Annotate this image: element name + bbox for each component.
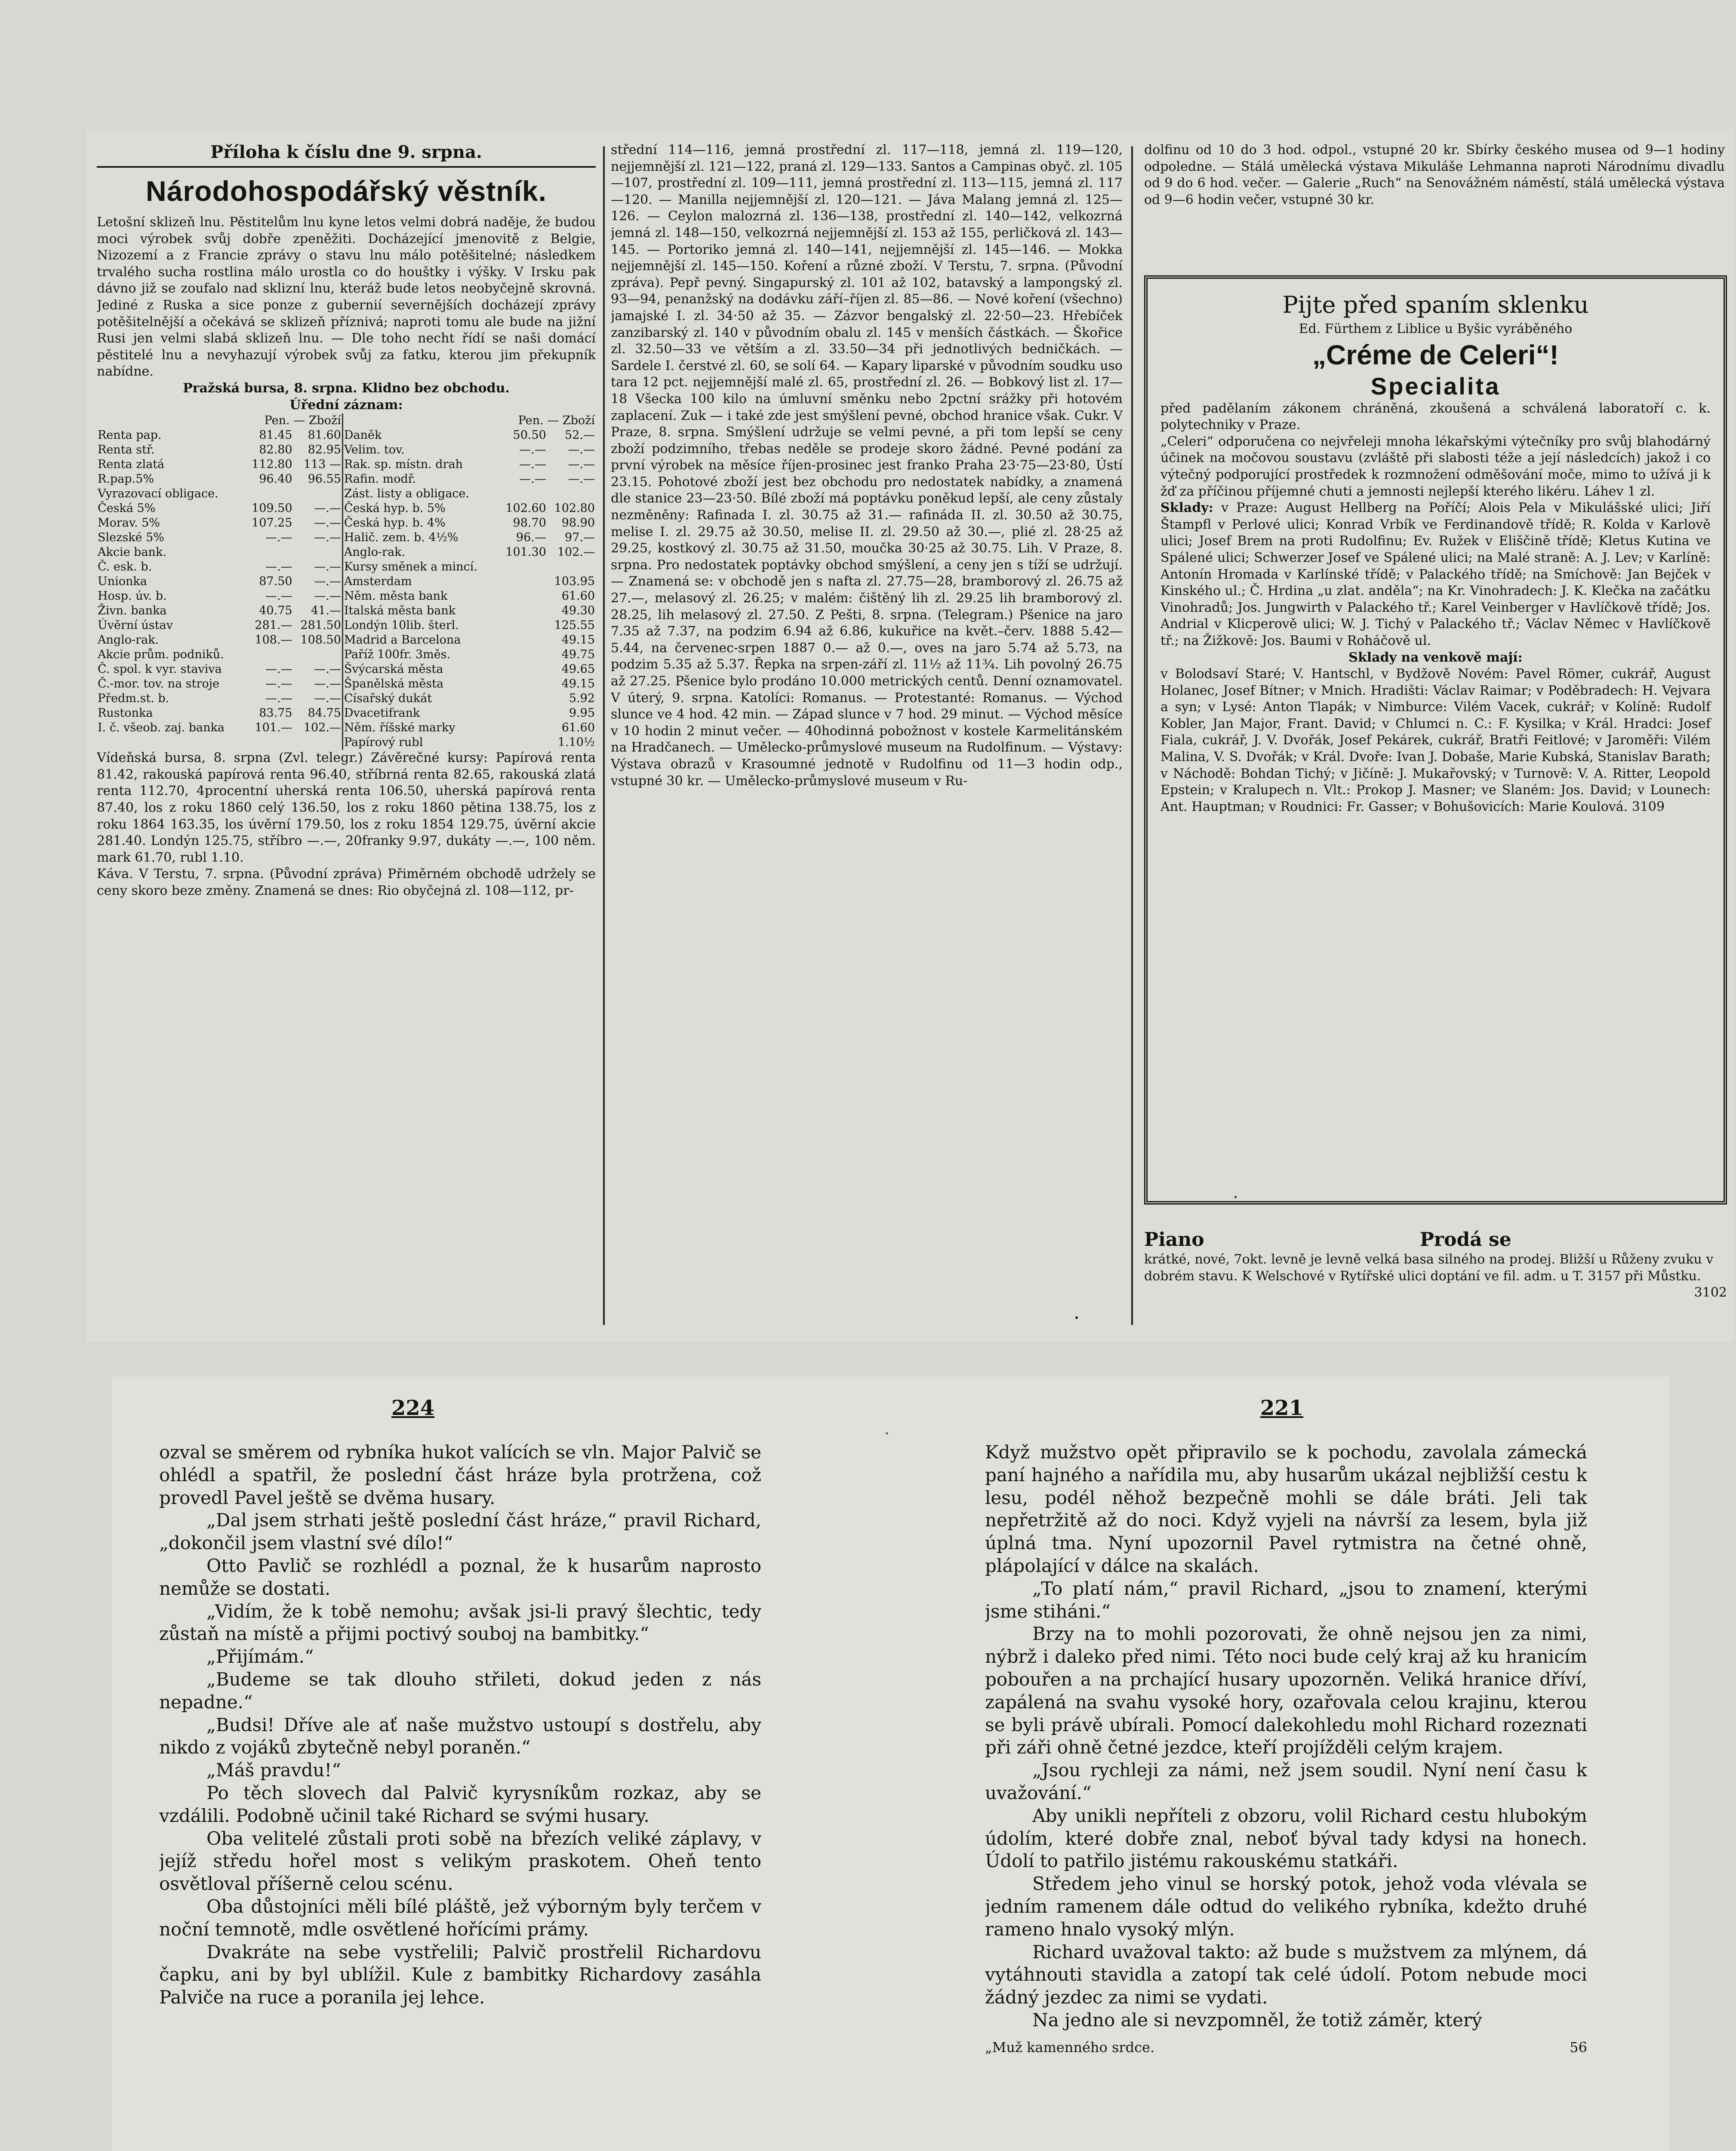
- rate-value-sell: 1.10½: [557, 736, 595, 749]
- rate-value-sell: [293, 647, 343, 662]
- rate-label: Paříž 100fr. 3měs.: [342, 647, 498, 662]
- rate-value-buy: —.—: [519, 458, 546, 471]
- rate-value-sell: 281.50: [300, 619, 341, 632]
- rate-label: Anglo-rak.: [98, 633, 159, 647]
- rates-row: [97, 633, 596, 647]
- rate-value-buy: [244, 545, 293, 560]
- rate-value-buy: 81.45: [259, 428, 292, 442]
- rate-value-buy: [499, 560, 547, 574]
- rate-label: Č.-mor. tov. na stroje: [98, 677, 219, 691]
- book-paragraph: Otto Pavlič se rozhlédl a poznal, že k husarům naprosto nemůže se dostati.: [159, 1555, 761, 1599]
- rate-label: Něm. říšské marky: [342, 721, 498, 735]
- rate-label: Úvěrní ústav: [98, 619, 173, 632]
- rate-value-sell: 113 —: [303, 458, 341, 471]
- commodities-report: střední 114—116, jemná prostřední zl. 117—118, jemná zl. 119—120, nejjemnější zl. 121—122, praná zl. 129—133. Santos a Campinas obyč. zl. 105—107, prostřední zl. 109—111, jemná prostřední zl. 113—115, jemná zl. 117—120. — Manilla nejjemnější zl. 120—121. — Jáva Malang jemná zl. 125—126. — Ceylon malozrná zl. 136—138, prostřední zl. 140—142, velkozrná jemná zl. 148—150, velkozrná nejjemnější zl. 153 až 155, perličková zl. 143—145. — Portoriko jemná zl. 140—141, nejjemnější zl. 145—146. — Mokka nejjemnější zl. 145—150. Koření a různé zboží. V Terstu, 7. srpna. (Původní zpráva). Pepř pevný. Singapurský zl. 101 až 102, batavský a lampongský zl. 93—94, penanžský na dodávku září–říjen zl. 85—86. — Nové koření (všechno) jamajské I. zl. 34·50 až 35. — Zázvor bengalský zl. 22·50—23. Hřebíček zanzibarský zl. 140 v původním obalu zl. 145 v menších částkách. — Škořice zl. 32.50—33 ve větším a zl. 33.50—34 při jednotlivých bedničkách. — Sardele I. čerstvé zl. 60, se solí 64. — Kapary liparské v původním soudku uso tara 12 pct. nejjemnější malé zl. 65, prostřední zl. 26. — Bobkový list zl. 17—18 Všecka 100 kilo na úmluvní směnku nebo 2pctní srážky při hotovém zaplacení. Zuk — i také zde jest smýšlení pevné, obchod hranice však. Cukr. V Praze, 8. srpna. Smýšlení udržuje se velmi pevné, a při tom lepší se ceny zboží podzimního, třebas neděle se prodeje skoro žádné. Pevné podání za první výrobek na měsíce říjen-prosinec jest franko Praha 23·75—23·80, Ústí 23.15. Pohotové zboží jest bez obchodu pro nedostatek nabídky, a znamená dle stanice 23—23·50. Bílé zboží má poptávku poněkud lepší, ale ceny zůstaly nezměněny: Rafinada I. zl. 30.75 až 31.— rafináda II. zl. 30.50 až 30.75, melise I. zl. 29.75 až 30.50, melise II. zl. 29.50 až 30.—, plié zl. 28·25 až 29.25, kostkový zl. 30.75 až 31.50, moučka 30·25 až 30.75. Lih. V Praze, 8. srpna. Pro nedostatek poptávky obchod smýšlení, a ceny jen s tíží se udržují. — Znamená se: v obchodě jen s nafta zl. 27.75—28, bramborový zl. 26.75 až 27.—, melasový zl. 26.25; v malém: čištěný lih zl. 29.25 lih bramborový zl. 28.25, lih melasový zl. 27.50. Z Pešti, 8. srpna. (Telegram.) Pšenice na jaro 7.35 až 7.37, na podzim 6.94 až 6.86, kukuřice na květ.–červ. 1888 5.42—5.44, na červenec-srpen 1887 0.— až 0.—, oves na jaro 5.74 až 5.73, na podzim 5.35 až 5.37. Řepka na srpen-září zl. 11½ až 11¾. Lih povolný 26.75 až 27.25. Pšenice bylo prodáno 10.000 metrických centů. Denní oznamovatel. V úterý, 9. srpna. Katolíci: Romanus. — Protestanté: Romanus. — Východ slunce ve 4 hod. 42 min. — Západ slunce v 7 hod. 29 minut. — Východ měsíce v 10 hodin 2 minut večer. — 40hodinná pobožnost v kostele Karmelitánském na Hradčanech. — Umělecko-průmyslové museum na Rudolfinum. — Výstavy: Výstava obrazů v Krasoumné jednotě v Rudolfinu od 11—3 hodin odp., vstupné 30 kr. — Umělecko-průmyslové museum v Ru-: [611, 142, 1123, 789]
- rate-value-sell: 61.60: [561, 589, 595, 603]
- ad-stores-list: v Praze: August Hellberg na Poříčí; Alois Pela v Mikulášské ulici; Jiří Štampfl v Perlové ulici; Konrad Vrbík ve Ferdinandově třídě; R. Kolda v Karlově ulici; Josef Brem na proti Rudolfinu; Ev. Ružek v Eliščině třídě; Kletus Kutina ve Spálené ulici; Schwerzer Josef ve Spálené ulici; na Malé straně: A. J. Lev; v Karlíně: Antonín Hromada v Karlínské třídě; v Palackého třídě; na Smíchově: Jan Bejček v Kinského ul.; Č. Hrdina „u zlat. anděla“; na Kr. Vinohradech: J. K. Klečka na začátku Vinohradů; Jos. Jungwirth v Palackého tř.; Karel Veinberger v Havlíčkově třídě; Jos. Andrial v Klicperově ulici; W. J. Tichý v Palackého tř.; Václav Němec v Havlíčkově tř.; na Žižkově: Jos. Baumi v Roháčově ul.: [1160, 500, 1711, 648]
- rates-row: [97, 530, 596, 545]
- rate-value-buy: 107.25: [252, 516, 292, 530]
- rate-label: Italská města bank: [342, 604, 498, 618]
- rates-row: [97, 691, 596, 706]
- rates-row: [97, 662, 596, 677]
- rate-value-buy: [499, 618, 547, 633]
- ad-stores-heading: Sklady:: [1160, 500, 1213, 516]
- right-page-number: 221: [1260, 1396, 1304, 1420]
- ad-maker: Ed. Fürthem z Liblice u Byšic vyráběného: [1299, 321, 1573, 336]
- exhibitions-notice: dolfinu od 10 do 3 hod. odpol., vstupné 20 kr. Sbírky českého musea od 9—1 hodiny odpoledne. — Stálá umělecká výstava Mikuláše Lehmanna naproti Národnímu divadlu od 9 do 6 hod. večer. — Galerie „Ruch“ na Senovážném náměstí, stálá umělecká výstava od 9—6 hodin večer, vstupné 30 kr.: [1144, 142, 1725, 207]
- rate-value-buy: [499, 706, 547, 721]
- ad-country-stores-list: v Bolodsaví Staré; V. Hantschl, v Bydžově Novém: Pavel Römer, cukrář, August Holanec, Josef Bítner; v Mnich. Hradišti: Václav Raimar; v Poděbradech: H. Vejvara a syn; v Lysé: Anton Tlapák; v Nimburce: Vilém Vacek, cukrář; v Kolíně: Rudolf Kobler, Jan Major, Frant. David; v Chlumci n. C.: F. Kysilka; v Král. Hradci: Josef Fiala, cukrář, J. V. Dvořák, Josef Pekárek, cukrář, Bratři Feitlové; v Jaroměři: Vilém Malina, V. S. Dvořák; v Král. Dvoře: Ivan J. Dobaše, Marie Kubská, Stanislav Barath; v Náchodě: Bohdan Tichý; v Jičíně: J. Mukařovský; v Turnově: V. A. Ritter, Leopold Epstein; v Kralupech n. Vlt.: Prokop J. Masner; ve Slaném: Jos. David; v Lounech: Ant. Hauptman; v Roudnici: Fr. Gasser; v Bohušovicích: Marie Koulová. 3109: [1160, 666, 1711, 814]
- scan-speck: [1075, 1316, 1078, 1319]
- newspaper-column-3: [1144, 142, 1725, 271]
- rate-value-buy: 102.60: [505, 502, 546, 515]
- rate-label: Daněk: [342, 428, 498, 443]
- rate-value-sell: —.—: [314, 502, 341, 515]
- rate-value-buy: [499, 735, 547, 750]
- left-book-page: [159, 1441, 761, 2151]
- rate-label: Hosp. úv. b.: [98, 589, 167, 603]
- rate-label: Česká hyp. b. 4%: [342, 516, 498, 530]
- rates-row: [97, 618, 596, 633]
- ad-description-2: „Celeri“ odporučena co nejvřeleji mnoha lékařskými výtečníky pro svůj blahodárný účinek na močovou soustavu (zvláště při slabosti téže a její následcích) jakož i co výtečný podporující prostředek k rozmnožení odměšování moče, mimo to užívá ji k žď za příčinou příjemné chuti a jemnosti nejlepší kterého likéru. Láhev 1 zl.: [1160, 434, 1711, 499]
- newspaper-column-1: [97, 142, 596, 1342]
- rate-value-sell: [293, 545, 343, 560]
- prague-bourse-heading: Pražská bursa, 8. srpna. Klidno bez obchodu.: [183, 380, 510, 396]
- book-paragraph: Dvakráte na sebe vystřelili; Palvič prostřelil Richardovu čapku, ani by byl ublížil. Kule z bambitky Richardovy zasáhla Palviče na ruce a poranila jej lehce.: [159, 1941, 761, 2008]
- rate-value-sell: 49.15: [561, 633, 595, 647]
- rate-value-sell: 103.95: [554, 575, 595, 589]
- rate-value-sell: 102.—: [557, 545, 595, 559]
- rate-label: Švýcarská města: [342, 662, 498, 677]
- rate-label: Česká 5%: [98, 502, 156, 515]
- column-divider: [603, 146, 605, 1325]
- rate-label: Slezské 5%: [98, 531, 164, 545]
- book-paragraph: Aby unikli nepříteli z obzoru, volil Richard cestu hlubokým údolím, které dobře znal, neboť býval tady kdysi na honech. Údolí to patřilo jistému rakouskému statkáři.: [985, 1805, 1587, 1872]
- rate-label: Akcie bank.: [98, 545, 166, 559]
- rate-value-buy: 101.30: [505, 545, 546, 559]
- rates-row: [97, 516, 596, 530]
- rates-row: [97, 457, 596, 472]
- rate-value-buy: 109.50: [252, 502, 292, 515]
- rates-header-b: Pen. — Zboží: [518, 414, 595, 428]
- flax-harvest-article: Letošní sklizeň lnu. Pěstitelům lnu kyne letos velmi dobrá naděje, že budou moci výrobek svůj dobře zpeněžiti. Docházející jmenovitě z Belgie, Nizozemí a z Francie zprávy o stavu lnu málo potěšitelné; následkem trvalého sucha rostlina málo urostla co do houštky i výšky. V Irsku pak dávno již se zoufalo nad sklizní lnu, kteráž bude letos neobyčejně skrovná. Jediné z Ruska a sice ponze z gubernií severnějších docházejí zprávy potěšitelnější a očekává se sklizeň příznivá; naproti tomu ale bude na jižní Rusi jen velmi slabá sklizeň lnu. — Dle toho necht řídí se naši domácí pěstitelé lnu a nevyhazují výrobek svůj za fatku, kterou jim překupník nabídne.: [97, 215, 596, 379]
- rates-row: [97, 501, 596, 516]
- rates-row: [97, 472, 596, 487]
- rate-value-buy: [499, 574, 547, 589]
- rate-label: Velim. tov.: [342, 443, 498, 457]
- rate-value-sell: 49.65: [561, 663, 595, 676]
- right-book-page: [985, 1441, 1587, 2151]
- rate-value-sell: 41.—: [311, 604, 341, 618]
- rates-row: [97, 428, 596, 443]
- rate-value-sell: 125.55: [554, 619, 595, 632]
- scan-speck: [886, 1433, 888, 1434]
- rates-row: [97, 560, 596, 574]
- classified-ads: [1144, 1228, 1727, 1336]
- ad-product-name: „Créme de Celeri“!: [1312, 339, 1559, 370]
- book-paragraph: „Budsi! Dříve ale ať naše mužstvo ustoupí s dostřelu, aby nikdo z vojáků zbytečně nebyl poraněn.“: [159, 1714, 761, 1758]
- rate-label: Něm. města bank: [342, 589, 498, 604]
- rate-value-sell: —.—: [314, 663, 341, 676]
- rate-value-sell: —.—: [568, 472, 595, 486]
- rates-row: [97, 443, 596, 457]
- rate-value-buy: [244, 647, 293, 662]
- rate-label: R.pap.5%: [98, 472, 154, 486]
- rate-value-sell: —.—: [314, 575, 341, 589]
- rate-value-buy: [499, 604, 547, 618]
- rate-value-sell: —.—: [314, 560, 341, 574]
- rate-value-sell: 96.55: [308, 472, 341, 486]
- rates-table: [97, 413, 596, 750]
- classified-ad-code: 3102: [1694, 1285, 1727, 1300]
- rate-value-sell: 61.60: [561, 721, 595, 735]
- book-paragraph: ozval se směrem od rybníka hukot valících se vln. Major Palvič se ohlédl a spatřil, že poslední část hráze byla protržena, což provedl Pavel ještě se dvěma husary.: [159, 1442, 761, 1508]
- book-paragraph: Když mužstvo opět připravilo se k pochodu, zavolala zámecká paní hajného a nařídila mu, aby husarům ukázal nejbližší cestu k lesu, podél něhož bezpečně mohli se dále bráti. Jeli tak nepřetržitě až do noci. Když vyjeli na návrší za lesem, byla již úplná tma. Nyní upozornil Pavel rytmistra na četné ohně, plápolající v dálce na skalách.: [985, 1442, 1587, 1576]
- classified-ads-text: krátké, nové, 7okt. levně je levně velká basa silného na prodej. Bližší u Růženy zvuku v dobrém stavu. K Welschové v Rytířské ulici doptání ve fil. adm. u T. 3157 při Můstku.: [1144, 1252, 1714, 1284]
- vienna-bourse-report: Vídeňská bursa, 8. srpna (Zvl. telegr.) Závěrečné kursy: Papírová renta 81.42, rakouská papírová renta 96.40, stříbrná renta 82.65, rakouská zlatá renta 112.70, 4procentní uherská renta 106.50, uherská papírová renta 87.40, los z roku 1860 celý 136.50, los z roku 1860 pětina 138.75, los z roku 1864 163.35, los úvěrní 179.50, los z roku 1854 129.75, úvěrní akcie 281.40. Londýn 125.75, stříbro —.—, 20franky 9.97, dukáty —.—, 100 něm. mark 61.70, rubl 1.10.: [97, 750, 596, 865]
- newspaper-column-2: [611, 142, 1123, 1342]
- book-paragraph: „Přijímám.“: [206, 1646, 314, 1667]
- piano-ad-heading: Piano: [1144, 1229, 1204, 1251]
- rate-value-sell: 108.50: [300, 633, 341, 647]
- rate-value-buy: —.—: [265, 589, 292, 603]
- rate-label: Česká hyp. b. 5%: [342, 501, 498, 516]
- rate-value-buy: —.—: [519, 472, 546, 486]
- rate-value-buy: —.—: [265, 692, 292, 706]
- rate-value-sell: [547, 487, 596, 501]
- rate-label: Rustonka: [98, 706, 153, 720]
- rate-value-buy: 87.50: [259, 575, 292, 589]
- ad-country-stores-heading: Sklady na venkově mají:: [1348, 650, 1523, 665]
- rate-label: Renta stř.: [98, 443, 155, 457]
- ad-description-1: před padělaním zákonem chráněná, zkoušená a schválená laboratoří c. k. polytechniky v Praze.: [1160, 401, 1711, 433]
- rate-label: Č. spol. k vyr. staviva: [98, 663, 222, 676]
- rate-value-sell: 102.—: [303, 721, 341, 735]
- rate-value-sell: —.—: [314, 692, 341, 706]
- rate-value-buy: 112.80: [252, 458, 292, 471]
- official-record-heading: Úřední záznam:: [289, 397, 403, 413]
- rate-label: Halič. zem. b. 4½%: [342, 530, 498, 545]
- rate-label: Morav. 5%: [98, 516, 160, 530]
- book-footer-number: 56: [1570, 2039, 1587, 2055]
- rate-label: Živn. banka: [98, 604, 167, 618]
- rate-label: Vyrazovací obligace.: [98, 487, 219, 501]
- rate-value-buy: —.—: [519, 443, 546, 457]
- rate-value-buy: 83.75: [259, 706, 292, 720]
- rate-value-buy: —.—: [265, 663, 292, 676]
- rate-label: Anglo-rak.: [342, 545, 498, 560]
- rate-value-sell: 98.90: [561, 516, 595, 530]
- supplement-header: Příloha k číslu dne 9. srpna.: [97, 142, 596, 168]
- rate-value-buy: 281.—: [255, 619, 292, 632]
- rate-label: Unionka: [98, 575, 147, 589]
- book-paragraph: „Dal jsem strhati ještě poslední část hráze,“ pravil Richard, „dokončil jsem vlastní své dílo!“: [159, 1510, 761, 1554]
- rates-row: [97, 677, 596, 691]
- rate-value-buy: [499, 691, 547, 706]
- book-paragraph: Oba důstojníci měli bílé pláště, jež výborným byly terčem v noční temnotě, mdle osvětlené hořícími prámy.: [159, 1895, 761, 1940]
- book-paragraph: „Jsou rychleji za námi, než jsem soudil. Nyní není času k uvažování.“: [985, 1760, 1587, 1803]
- rate-value-buy: [499, 662, 547, 677]
- book-paragraph: Richard uvažoval takto: až bude s mužstvem za mlýnem, dá vytáhnouti stavidla a zatopí tak celé údolí. Potom nebude moci žádný jezdec za nimi se vydati.: [985, 1941, 1587, 2008]
- rate-value-buy: [499, 589, 547, 604]
- rates-header-row: [97, 413, 596, 428]
- rate-value-buy: 50.50: [513, 428, 546, 442]
- rate-value-sell: 49.15: [561, 677, 595, 691]
- rate-value-sell: —.—: [314, 677, 341, 691]
- rate-label: Rak. sp. místn. drah: [342, 457, 498, 472]
- book-footer-title: „Muž kamenného srdce.: [985, 2039, 1155, 2055]
- rate-value-sell: 49.30: [561, 604, 595, 618]
- rates-row: [97, 735, 596, 750]
- scan-speck: [1234, 1196, 1237, 1198]
- rate-value-sell: —.—: [314, 589, 341, 603]
- rates-row: [97, 706, 596, 721]
- rate-value-sell: —.—: [314, 531, 341, 545]
- rate-value-buy: 98.70: [513, 516, 546, 530]
- rate-label: Renta zlatá: [98, 458, 165, 471]
- section-title: Národohospodářský věstník.: [146, 175, 547, 207]
- sale-ad-heading: Prodá se: [1419, 1229, 1511, 1251]
- book-paragraph: „Máš pravdu!“: [206, 1760, 341, 1781]
- rate-value-buy: [499, 647, 547, 662]
- rate-value-buy: 40.75: [259, 604, 292, 618]
- rate-label: Dvacetifrank: [342, 706, 498, 721]
- rate-label: Rafin. modř.: [342, 472, 498, 487]
- rates-header-a: Pen. — Zboží: [264, 414, 341, 428]
- rate-value-buy: 82.80: [259, 443, 292, 457]
- rate-label: Madrid a Barcelona: [342, 633, 498, 647]
- left-page-number: 224: [391, 1396, 435, 1420]
- rate-value-sell: —.—: [568, 458, 595, 471]
- rate-label: I. č. všeob. zaj. banka: [98, 721, 225, 735]
- rate-value-buy: —.—: [265, 560, 292, 574]
- column-divider: [1131, 146, 1133, 1325]
- rate-value-buy: 96.40: [259, 472, 292, 486]
- book-paragraph: Po těch slovech dal Palvič kyrysníkům rozkaz, aby se vzdálili. Podobně učinil také Richard se svými husary.: [159, 1782, 761, 1826]
- rate-label: Akcie prům. podniků.: [98, 648, 224, 662]
- rate-label: Zást. listy a obligace.: [342, 487, 498, 501]
- rates-row: [97, 545, 596, 560]
- rate-value-sell: 49.75: [561, 648, 595, 662]
- rate-value-sell: 5.92: [569, 692, 595, 706]
- rates-row: [97, 721, 596, 735]
- rate-label: Španělská města: [342, 677, 498, 691]
- rate-label: Č. esk. b.: [98, 560, 152, 574]
- rates-row: [97, 574, 596, 589]
- ad-speciality: Specialita: [1370, 372, 1501, 400]
- rates-row: [97, 487, 596, 501]
- book-paragraph: Oba velitelé zůstali proti sobě na březích veliké záplavy, v jejíž středu hořel most s velikým praskotem. Oheň tento osvětloval příšerně celou scénu.: [159, 1827, 761, 1895]
- rate-value-buy: [499, 487, 547, 501]
- book-paragraph: Středem jeho vinul se horský potok, jehož voda vlévala se jedním ramenem dále odtud do velikého rybníka, kdežto druhé rameno hnalo vysoký mlýn.: [985, 1873, 1587, 1940]
- rate-label: Předm.st. b.: [98, 692, 169, 706]
- book-paragraph: „Budeme se tak dlouho střileti, dokud jeden z nás nepadne.“: [159, 1668, 761, 1713]
- rate-label: Kursy směnek a mincí.: [342, 560, 498, 574]
- rate-label: Císařský dukát: [342, 691, 498, 706]
- book-paragraph: Brzy na to mohli pozorovati, že ohně nejsou jen za nimi, nýbrž i daleko před nimi. Této noci bude celý kraj až ku hranicím pobouřen a na prchající husary upozorněn. Veliká hranice dříví, zapálená na svahu vysoké hory, ozařovala celou krajinu, kterou se byli právě ubírali. Pomocí dalekohledu mohl Richard rozeznati při záři ohně četné jezdce, kteří projížděli celým krajem.: [985, 1623, 1587, 1758]
- rate-value-buy: 101.—: [255, 721, 292, 735]
- ad-slogan: Pijte před spaním sklenku: [1282, 291, 1589, 318]
- rate-value-sell: 84.75: [308, 706, 341, 720]
- rate-value-buy: [499, 633, 547, 647]
- rate-value-sell: 82.95: [308, 443, 341, 457]
- rate-label: Amsterdam: [342, 574, 498, 589]
- rate-label: Londýn 10lib. šterl.: [342, 618, 498, 633]
- rates-row: [97, 604, 596, 618]
- rate-value-buy: —.—: [265, 677, 292, 691]
- rate-value-sell: 102.80: [554, 502, 595, 515]
- book-paragraph: Na jedno ale si nevzpomněl, že totiž záměr, který: [1032, 2009, 1482, 2031]
- rate-value-sell: 9.95: [569, 706, 595, 720]
- rate-value-buy: —.—: [265, 531, 292, 545]
- book-paragraph: „To platí nám,“ pravil Richard, „jsou to znamení, kterými jsme stiháni.“: [985, 1578, 1587, 1622]
- rate-value-buy: [499, 721, 547, 735]
- rate-value-sell: [547, 560, 596, 574]
- rate-value-sell: [293, 487, 343, 501]
- rate-value-buy: 96.—: [516, 531, 546, 545]
- rate-value-buy: [499, 677, 547, 691]
- rates-row: [97, 647, 596, 662]
- rate-label: Papírový rubl: [342, 735, 498, 750]
- rate-value-sell: 97.—: [565, 531, 595, 545]
- rate-value-sell: 81.60: [308, 428, 341, 442]
- rate-value-buy: 108.—: [255, 633, 292, 647]
- rate-value-buy: [244, 487, 293, 501]
- rate-value-sell: 52.—: [565, 428, 595, 442]
- coffee-report: Káva. V Terstu, 7. srpna. (Původní zpráva) Přiměrném obchodě udržely se ceny skoro beze změny. Znamená se dnes: Rio obyčejná zl. 108—112, pr-: [97, 866, 596, 898]
- rate-value-sell: —.—: [314, 516, 341, 530]
- book-paragraph: „Vidím, že k tobě nemohu; avšak jsi-li pravý šlechtic, tedy zůstaň na místě a přijmi poctivý souboj na bambitky.“: [159, 1600, 761, 1645]
- celeri-advertisement: [1144, 275, 1727, 1205]
- rate-label: Renta pap.: [98, 428, 162, 442]
- rate-value-sell: —.—: [568, 443, 595, 457]
- rates-row: [97, 589, 596, 604]
